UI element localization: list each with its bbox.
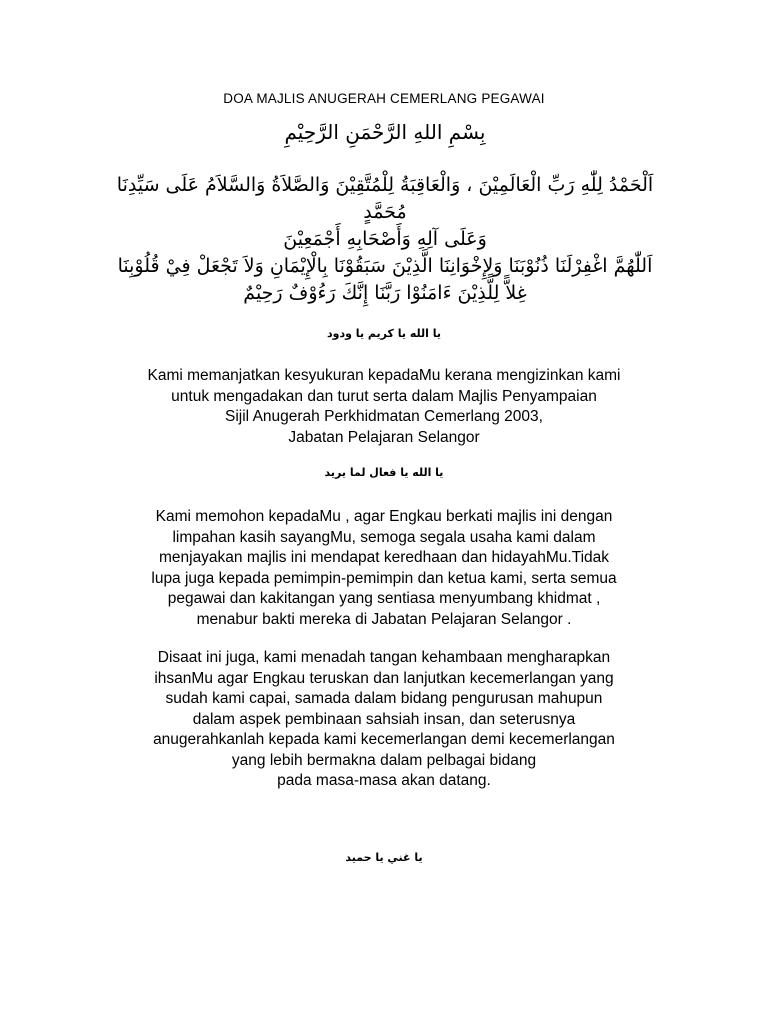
paragraph-line: ihsanMu agar Engkau teruskan dan lanjutkan kecemerlangan yang <box>154 669 614 687</box>
paragraph-line: Kami memohon kepadaMu , agar Engkau berkati majlis ini dengan <box>155 508 613 525</box>
paragraph-line: anugerahkanlah kepada kami kecemerlangan demi kecemerlangan <box>153 731 615 748</box>
paragraph-line: untuk mengadakan dan turut serta dalam Majlis Penyampaian <box>171 387 597 405</box>
arabic-line: اَللّٰهُمَّ اغْفِرْلَنَا ذُنُوْبَنَا وَلِإِخْوَانِنَا الَّذِيْنَ سَبَقُوْنَا بِالْإِيْمَانِ وَلاَ تَجْعَلْ فِيْ قُلُوْبِنَا <box>117 255 653 277</box>
paragraph-gratitude <box>80 366 688 448</box>
arabic-line: وَعَلَى آلِهِ وَأَصْحَابِهِ أَجْمَعِيْنَ <box>283 228 487 250</box>
paragraph-line: pegawai dan kakitangan yang sentiasa menyumbang khidmat , <box>167 590 601 607</box>
document-title: DOA MAJLIS ANUGERAH CEMERLANG PEGAWAI <box>223 91 545 106</box>
paragraph-blessing <box>80 507 688 630</box>
arabic-opening-prayer <box>110 172 660 307</box>
paragraph-line: Jabatan Pelajaran Selangor <box>288 428 480 446</box>
arabic-line: غِلاًّ لِلَّذِيْنَ ءَامَنُوْا رَبَّنَا إِنَّكَ رَءُوْفٌ رَحِيْمٌ <box>243 282 527 304</box>
paragraph-hope <box>80 648 688 792</box>
paragraph-line: pada masa-masa akan datang. <box>277 772 491 789</box>
arabic-line: مُحَمَّدٍ <box>363 201 407 223</box>
paragraph-line: sudah kami capai, samada dalam bidang pengurusan mahupun <box>165 690 603 707</box>
paragraph-line: yang lebih bermakna dalam pelbagai bidang <box>231 751 537 769</box>
paragraph-line: Disaat ini juga, kami menadah tangan kehambaan mengharapkan <box>157 649 611 666</box>
invocation-1: يا الله يا كريم يا ودود <box>327 327 441 340</box>
paragraph-line: limpahan kasih sayangMu, semoga segala usaha kami dalam <box>172 528 596 546</box>
paragraph-line: Sijil Anugerah Perkhidmatan Cemerlang 2003, <box>225 408 543 425</box>
paragraph-line: menabur bakti mereka di Jabatan Pelajaran Selangor . <box>196 610 572 628</box>
invocation-3: يا غني يا حميد <box>345 851 423 864</box>
paragraph-line: lupa juga kepada pemimpin-pemimpin dan ketua kami, serta semua <box>151 569 617 587</box>
paragraph-line: menjayakan majlis ini mendapat keredhaan dan hidayahMu.Tidak <box>158 549 610 566</box>
basmalah: بِسْمِ اللهِ الرَّحْمَنِ الرَّحِيْمِ <box>284 120 486 144</box>
invocation-2: يا الله يا فعال لما يريد <box>324 466 444 479</box>
arabic-line: اَلْحَمْدُ لِلّٰهِ رَبِّ الْعَالَمِيْنَ ، وَالْعَاقِبَةُ لِلْمُتَّقِيْنَ وَالصَّلاَةُ وَالسَّلاَمُ عَلَى سَيِّدِنَا <box>116 174 654 196</box>
paragraph-line: dalam aspek pembinaan sahsiah insan, dan seterusnya <box>192 710 576 728</box>
paragraph-line: Kami memanjatkan kesyukuran kepadaMu kerana mengizinkan kami <box>147 367 621 384</box>
